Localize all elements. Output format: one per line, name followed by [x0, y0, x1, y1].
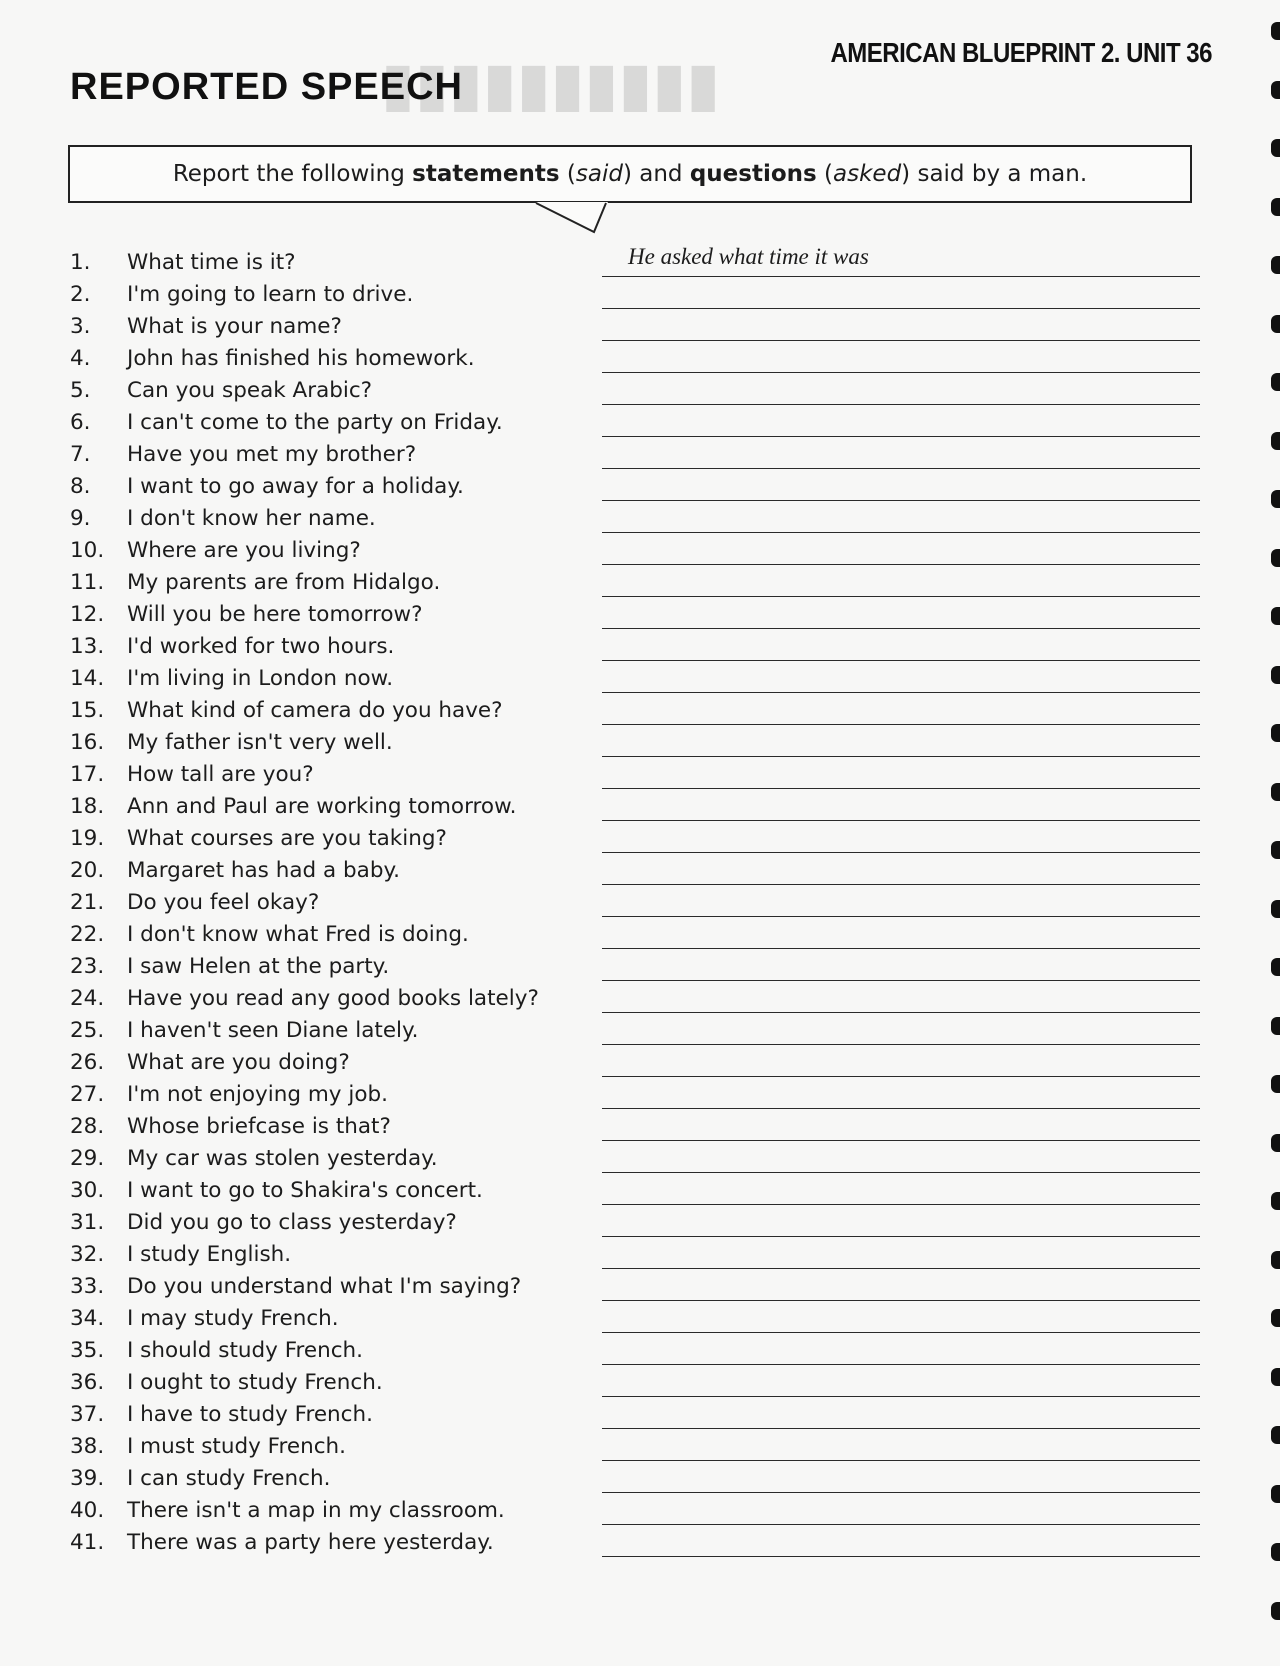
- exercise-item: [70, 1209, 1210, 1241]
- item-number: 24.: [70, 986, 105, 1011]
- answer-line[interactable]: [602, 468, 1200, 469]
- instruction-statements: statements: [412, 161, 560, 187]
- exercise-item: [70, 1241, 1210, 1273]
- binding-ring: [1271, 1543, 1280, 1561]
- binding-ring: [1271, 315, 1280, 333]
- binding-ring: [1271, 1368, 1280, 1386]
- instruction-questions: questions: [689, 161, 817, 187]
- item-sentence: I haven't seen Diane lately.: [127, 1018, 419, 1043]
- exercise-item: [70, 1145, 1210, 1177]
- binding-ring: [1271, 724, 1280, 742]
- exercise-item: [70, 537, 1210, 569]
- item-number: 40.: [70, 1498, 105, 1523]
- answer-line[interactable]: [602, 1204, 1200, 1205]
- exercise-item: [70, 1017, 1210, 1049]
- answer-line[interactable]: [602, 1012, 1200, 1013]
- item-number: 1.: [70, 250, 91, 275]
- item-number: 5.: [70, 378, 91, 403]
- exercise-item: [70, 633, 1210, 665]
- item-sentence: How tall are you?: [127, 762, 314, 787]
- item-sentence: I don't know what Fred is doing.: [127, 922, 469, 947]
- exercise-item: [70, 505, 1210, 537]
- item-sentence: Can you speak Arabic?: [127, 378, 373, 403]
- item-sentence: I study English.: [127, 1242, 292, 1267]
- answer-line[interactable]: [602, 1076, 1200, 1077]
- exercise-item: [70, 601, 1210, 633]
- item-number: 38.: [70, 1434, 105, 1459]
- binding-ring: [1271, 432, 1280, 450]
- spiral-binding: [1266, 0, 1280, 1666]
- item-sentence: Will you be here tomorrow?: [127, 602, 423, 627]
- item-number: 7.: [70, 442, 91, 467]
- item-number: 6.: [70, 410, 91, 435]
- answer-line[interactable]: [602, 1460, 1200, 1461]
- item-number: 4.: [70, 346, 91, 371]
- item-number: 25.: [70, 1018, 105, 1043]
- binding-ring: [1271, 666, 1280, 684]
- answer-line[interactable]: [602, 500, 1200, 501]
- item-sentence: Have you met my brother?: [127, 442, 417, 467]
- item-number: 26.: [70, 1050, 105, 1075]
- exercise-item: [70, 1497, 1210, 1529]
- item-sentence: I'd worked for two hours.: [127, 634, 395, 659]
- exercise-list: [70, 249, 1210, 1561]
- item-number: 20.: [70, 858, 105, 883]
- exercise-item: [70, 1049, 1210, 1081]
- exercise-item: [70, 1113, 1210, 1145]
- item-number: 31.: [70, 1210, 105, 1235]
- item-sentence: I don't know her name.: [127, 506, 376, 531]
- answer-line[interactable]: [602, 596, 1200, 597]
- exercise-item: [70, 953, 1210, 985]
- exercise-item: [70, 441, 1210, 473]
- binding-ring: [1271, 1309, 1280, 1327]
- answer-line[interactable]: [602, 724, 1200, 725]
- exercise-item: [70, 1337, 1210, 1369]
- item-sentence: Do you understand what I'm saying?: [127, 1274, 522, 1299]
- item-sentence: My car was stolen yesterday.: [127, 1146, 438, 1171]
- binding-ring: [1271, 373, 1280, 391]
- item-number: 13.: [70, 634, 105, 659]
- item-number: 41.: [70, 1530, 105, 1555]
- answer-line[interactable]: [602, 980, 1200, 981]
- binding-ring: [1271, 1017, 1280, 1035]
- item-sentence: I have to study French.: [127, 1402, 373, 1427]
- item-sentence: I want to go away for a holiday.: [127, 474, 464, 499]
- answer-line[interactable]: [602, 1524, 1200, 1525]
- answer-line[interactable]: [602, 1300, 1200, 1301]
- item-number: 17.: [70, 762, 105, 787]
- item-number: 18.: [70, 794, 105, 819]
- binding-ring: [1271, 198, 1280, 216]
- item-sentence: What are you doing?: [127, 1050, 350, 1075]
- answer-line[interactable]: [602, 1556, 1200, 1557]
- item-sentence: There was a party here yesterday.: [127, 1530, 494, 1555]
- item-sentence: I'm living in London now.: [127, 666, 394, 691]
- item-number: 36.: [70, 1370, 105, 1395]
- item-sentence: Where are you living?: [127, 538, 361, 563]
- answer-line[interactable]: [602, 1236, 1200, 1237]
- example-answer: He asked what time it was: [628, 244, 869, 269]
- answer-line[interactable]: [602, 1140, 1200, 1141]
- exercise-item: [70, 473, 1210, 505]
- bleed-through-shadow: ▮▮▮▮▮▮▮▮▮▮: [380, 52, 720, 117]
- answer-line[interactable]: [602, 532, 1200, 533]
- item-sentence: What kind of camera do you have?: [127, 698, 503, 723]
- item-number: 35.: [70, 1338, 105, 1363]
- item-number: 8.: [70, 474, 91, 499]
- item-sentence: I can't come to the party on Friday.: [127, 410, 503, 435]
- binding-ring: [1271, 900, 1280, 918]
- item-sentence: Whose briefcase is that?: [127, 1114, 391, 1139]
- exercise-item: [70, 409, 1210, 441]
- exercise-item: [70, 729, 1210, 761]
- binding-ring: [1271, 22, 1280, 40]
- item-sentence: I'm going to learn to drive.: [127, 282, 414, 307]
- answer-line[interactable]: [602, 372, 1200, 373]
- item-number: 23.: [70, 954, 105, 979]
- binding-ring: [1271, 1134, 1280, 1152]
- exercise-item: [70, 889, 1210, 921]
- exercise-item: [70, 313, 1210, 345]
- exercise-item: [70, 1177, 1210, 1209]
- binding-ring: [1271, 1602, 1280, 1620]
- answer-line[interactable]: [602, 436, 1200, 437]
- item-number: 2.: [70, 282, 91, 307]
- answer-line[interactable]: [602, 660, 1200, 661]
- instruction-said: said: [575, 161, 623, 187]
- exercise-item: [70, 569, 1210, 601]
- exercise-item: [70, 345, 1210, 377]
- answer-line[interactable]: [602, 916, 1200, 917]
- item-number: 3.: [70, 314, 91, 339]
- instruction-middle: and: [631, 161, 690, 187]
- header-unit-tag: AMERICAN BLUEPRINT 2. UNIT 36: [830, 37, 1212, 69]
- binding-ring: [1271, 256, 1280, 274]
- item-sentence: Ann and Paul are working tomorrow.: [127, 794, 517, 819]
- instruction-prefix: Report the following: [172, 161, 413, 187]
- item-sentence: I'm not enjoying my job.: [127, 1082, 388, 1107]
- exercise-item: [70, 697, 1210, 729]
- item-number: 27.: [70, 1082, 105, 1107]
- exercise-item: [70, 1529, 1210, 1561]
- binding-ring: [1271, 841, 1280, 859]
- answer-line[interactable]: [602, 788, 1200, 789]
- item-number: 29.: [70, 1146, 105, 1171]
- binding-ring: [1271, 1426, 1280, 1444]
- exercise-item: [70, 249, 1210, 281]
- answer-line[interactable]: [602, 884, 1200, 885]
- answer-line[interactable]: [602, 1332, 1200, 1333]
- answer-line[interactable]: [602, 756, 1200, 757]
- answer-line[interactable]: [602, 1364, 1200, 1365]
- item-number: 14.: [70, 666, 105, 691]
- exercise-item: [70, 857, 1210, 889]
- item-number: 21.: [70, 890, 105, 915]
- instruction-asked: asked: [833, 161, 902, 187]
- item-sentence: I should study French.: [127, 1338, 364, 1363]
- binding-ring: [1271, 139, 1280, 157]
- item-sentence: I can study French.: [127, 1466, 331, 1491]
- item-number: 12.: [70, 602, 105, 627]
- item-number: 37.: [70, 1402, 105, 1427]
- answer-line[interactable]: [602, 564, 1200, 565]
- item-number: 34.: [70, 1306, 105, 1331]
- exercise-item: [70, 761, 1210, 793]
- item-number: 11.: [70, 570, 105, 595]
- binding-ring: [1271, 1251, 1280, 1269]
- exercise-item: [70, 1401, 1210, 1433]
- answer-line[interactable]: [602, 1492, 1200, 1493]
- item-number: 16.: [70, 730, 105, 755]
- answer-line[interactable]: [602, 1396, 1200, 1397]
- answer-line[interactable]: [602, 308, 1200, 309]
- item-sentence: Did you go to class yesterday?: [127, 1210, 457, 1235]
- item-sentence: I may study French.: [127, 1306, 339, 1331]
- answer-line[interactable]: [602, 948, 1200, 949]
- item-sentence: Margaret has had a baby.: [127, 858, 400, 883]
- answer-line[interactable]: [602, 692, 1200, 693]
- exercise-item: [70, 985, 1210, 1017]
- answer-line[interactable]: [602, 628, 1200, 629]
- item-number: 9.: [70, 506, 91, 531]
- instruction-box: Report the following statements (said) and questions (asked) said by a man.: [68, 145, 1192, 203]
- exercise-item: [70, 281, 1210, 313]
- exercise-item: [70, 1273, 1210, 1305]
- binding-ring: [1271, 958, 1280, 976]
- item-sentence: What courses are you taking?: [127, 826, 447, 851]
- exercise-item: [70, 793, 1210, 825]
- exercise-item: [70, 1369, 1210, 1401]
- answer-line[interactable]: [602, 820, 1200, 821]
- answer-line[interactable]: [602, 276, 1200, 277]
- answer-line[interactable]: [602, 1428, 1200, 1429]
- answer-line[interactable]: [602, 1268, 1200, 1269]
- item-sentence: What is your name?: [127, 314, 342, 339]
- item-sentence: Have you read any good books lately?: [127, 986, 539, 1011]
- item-number: 22.: [70, 922, 105, 947]
- answer-line[interactable]: [602, 404, 1200, 405]
- item-sentence: My parents are from Hidalgo.: [127, 570, 441, 595]
- item-number: 39.: [70, 1466, 105, 1491]
- item-sentence: I must study French.: [127, 1434, 346, 1459]
- item-sentence: I ought to study French.: [127, 1370, 383, 1395]
- item-number: 28.: [70, 1114, 105, 1139]
- binding-ring: [1271, 607, 1280, 625]
- item-sentence: There isn't a map in my classroom.: [127, 1498, 505, 1523]
- exercise-item: [70, 1305, 1210, 1337]
- exercise-item: [70, 665, 1210, 697]
- exercise-item: [70, 1465, 1210, 1497]
- binding-ring: [1271, 1075, 1280, 1093]
- item-sentence: Do you feel okay?: [127, 890, 320, 915]
- exercise-item: [70, 921, 1210, 953]
- item-sentence: John has finished his homework.: [127, 346, 475, 371]
- binding-ring: [1271, 783, 1280, 801]
- binding-ring: [1271, 549, 1280, 567]
- item-number: 33.: [70, 1274, 105, 1299]
- item-number: 32.: [70, 1242, 105, 1267]
- page-title: REPORTED SPEECH: [70, 66, 463, 108]
- answer-line[interactable]: [602, 852, 1200, 853]
- exercise-item: [70, 1081, 1210, 1113]
- answer-line[interactable]: [602, 1108, 1200, 1109]
- exercise-item: [70, 377, 1210, 409]
- item-number: 19.: [70, 826, 105, 851]
- exercise-item: [70, 1433, 1210, 1465]
- item-number: 15.: [70, 698, 105, 723]
- instruction-suffix: said by a man.: [910, 161, 1088, 187]
- item-sentence: What time is it?: [127, 250, 296, 275]
- binding-ring: [1271, 1485, 1280, 1503]
- item-number: 10.: [70, 538, 105, 563]
- exercise-item: [70, 825, 1210, 857]
- item-sentence: I want to go to Shakira's concert.: [127, 1178, 483, 1203]
- binding-ring: [1271, 81, 1280, 99]
- answer-line[interactable]: [602, 1044, 1200, 1045]
- answer-line[interactable]: [602, 1172, 1200, 1173]
- binding-ring: [1271, 490, 1280, 508]
- answer-line[interactable]: [602, 340, 1200, 341]
- item-sentence: I saw Helen at the party.: [127, 954, 390, 979]
- item-number: 30.: [70, 1178, 105, 1203]
- binding-ring: [1271, 1192, 1280, 1210]
- item-sentence: My father isn't very well.: [127, 730, 393, 755]
